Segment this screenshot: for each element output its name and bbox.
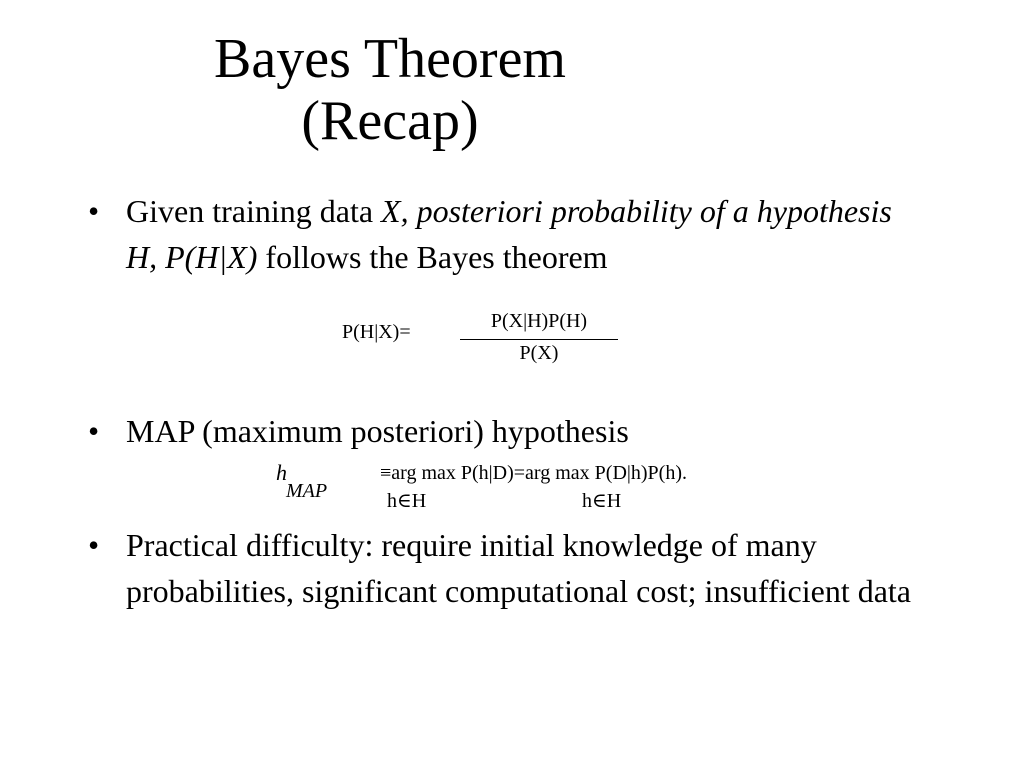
map-formula <box>270 458 810 518</box>
bullet3-text: Practical difficulty: require initial knowledge of many probabilities, significant computational cost; insufficient data <box>126 527 911 609</box>
bullet-map-hypothesis <box>126 408 926 454</box>
bullet1-text-end: follows the Bayes theorem <box>257 239 608 275</box>
title-line-1: Bayes Theorem <box>214 28 566 90</box>
formula2-h: h <box>276 460 287 485</box>
formula2-argmax-under-2: h∈H <box>582 490 622 512</box>
bullet2-text: MAP (maximum posteriori) hypothesis <box>126 413 629 449</box>
fraction-bar <box>460 339 618 340</box>
formula1-lhs: P(H|X)= <box>342 321 411 343</box>
bayes-formula <box>342 310 632 370</box>
bullet1-text-start: Given training data <box>126 193 382 229</box>
slide-title <box>190 28 590 152</box>
bullet-given-training-data <box>126 188 926 280</box>
title-line-2: (Recap) <box>301 90 479 152</box>
formula1-numerator: P(X|H)P(H) <box>490 310 588 332</box>
formula2-argmax-under-1: h∈H <box>387 490 427 512</box>
formula2-expression: ≡arg max P(h|D)=arg max P(D|h)P(h). <box>380 462 688 484</box>
bullet1-italic: X, posteriori probability of a hypothesis H, P(H|X) <box>126 193 892 275</box>
formula2-map-subscript: MAP <box>286 480 328 502</box>
bullet-practical-difficulty <box>126 522 956 614</box>
formula1-denominator: P(X) <box>519 342 559 364</box>
